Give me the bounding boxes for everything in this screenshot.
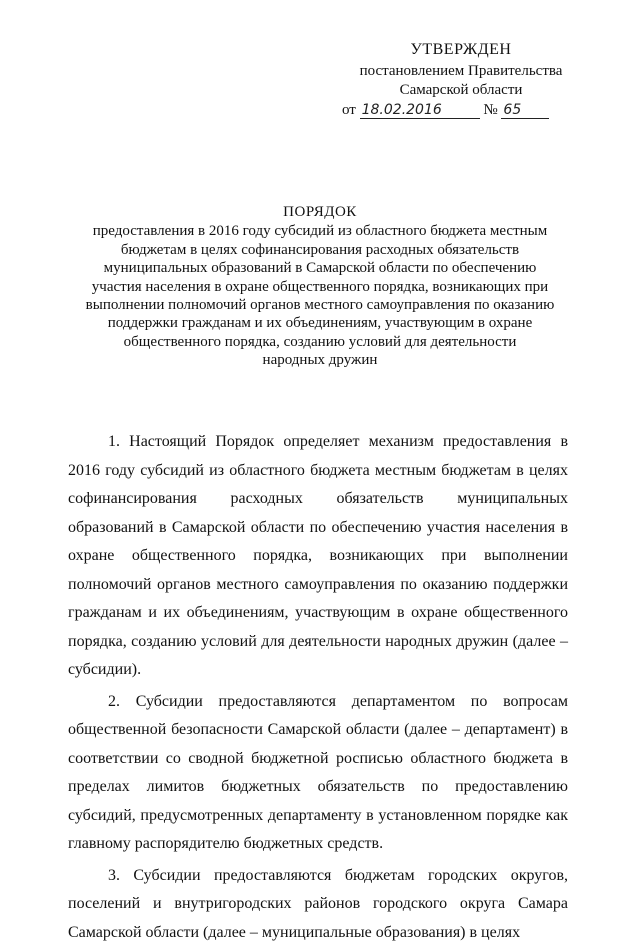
- approval-date-line: [336, 101, 586, 120]
- paragraph-1: 1. Настоящий Порядок определяет механизм предоставления в 2016 году субсидий из областного бюджета местным бюджетам в целях софинансирования расходных обязательств муниципальных образований в Самарской области по обеспечению участия населения в охране общественного порядка, возникающих при выполнении полномочий органов местного самоуправления по оказанию поддержки гражданам и их объединениям, участвующим в охране общественного порядка, созданию условий для деятельности народных дружин (далее – субсидии).: [68, 433, 568, 678]
- approval-issuer-line: постановлением Правительства: [359, 63, 563, 79]
- handwritten-number: 65: [501, 102, 549, 119]
- document-title: ПОРЯДОК: [283, 204, 357, 220]
- subtitle-line: бюджетам в целях софинансирования расходных обязательств: [120, 241, 520, 258]
- date-prefix: от: [342, 102, 356, 118]
- subtitle-line: выполнении полномочий органов местного самоуправления по оказанию: [85, 297, 555, 314]
- approval-stamp: [336, 40, 586, 120]
- paragraph-3: 3. Субсидии предоставляются бюджетам городских округов, поселений и внутригородских районов городского округа Самара Самарской области (далее – муниципальные образования) в целях: [68, 866, 568, 941]
- handwritten-date: 18.02.2016: [360, 102, 480, 119]
- subtitle-line: муниципальных образований в Самарской области по обеспечению: [103, 260, 537, 277]
- paragraph-2: 2. Субсидии предоставляются департаментом по вопросам общественной безопасности Самарской области (далее – департамент) в соответствии со сводной бюджетной росписью областного бюджета в пределах лимитов бюджетных обязательств по предоставлению субсидий, предусмотренных департаменту в установленном порядке как главному распорядителю бюджетных средств.: [68, 692, 568, 852]
- subtitle-line: народных дружин: [262, 352, 378, 369]
- document-body: [68, 428, 568, 950]
- approval-title: УТВЕРЖДЕН: [410, 41, 512, 58]
- subtitle-line: общественного порядка, созданию условий для деятельности: [123, 333, 517, 350]
- number-prefix: №: [483, 102, 498, 118]
- approval-region-line: Самарской области: [399, 82, 523, 98]
- subtitle-line: поддержки гражданам и их объединениям, участвующим в охране: [107, 315, 533, 332]
- subtitle-line: участия населения в охране общественного порядка, возникающих при: [91, 278, 549, 295]
- subtitle-line: предоставления в 2016 году субсидий из областного бюджета местным: [92, 223, 548, 240]
- document-heading: [60, 203, 580, 370]
